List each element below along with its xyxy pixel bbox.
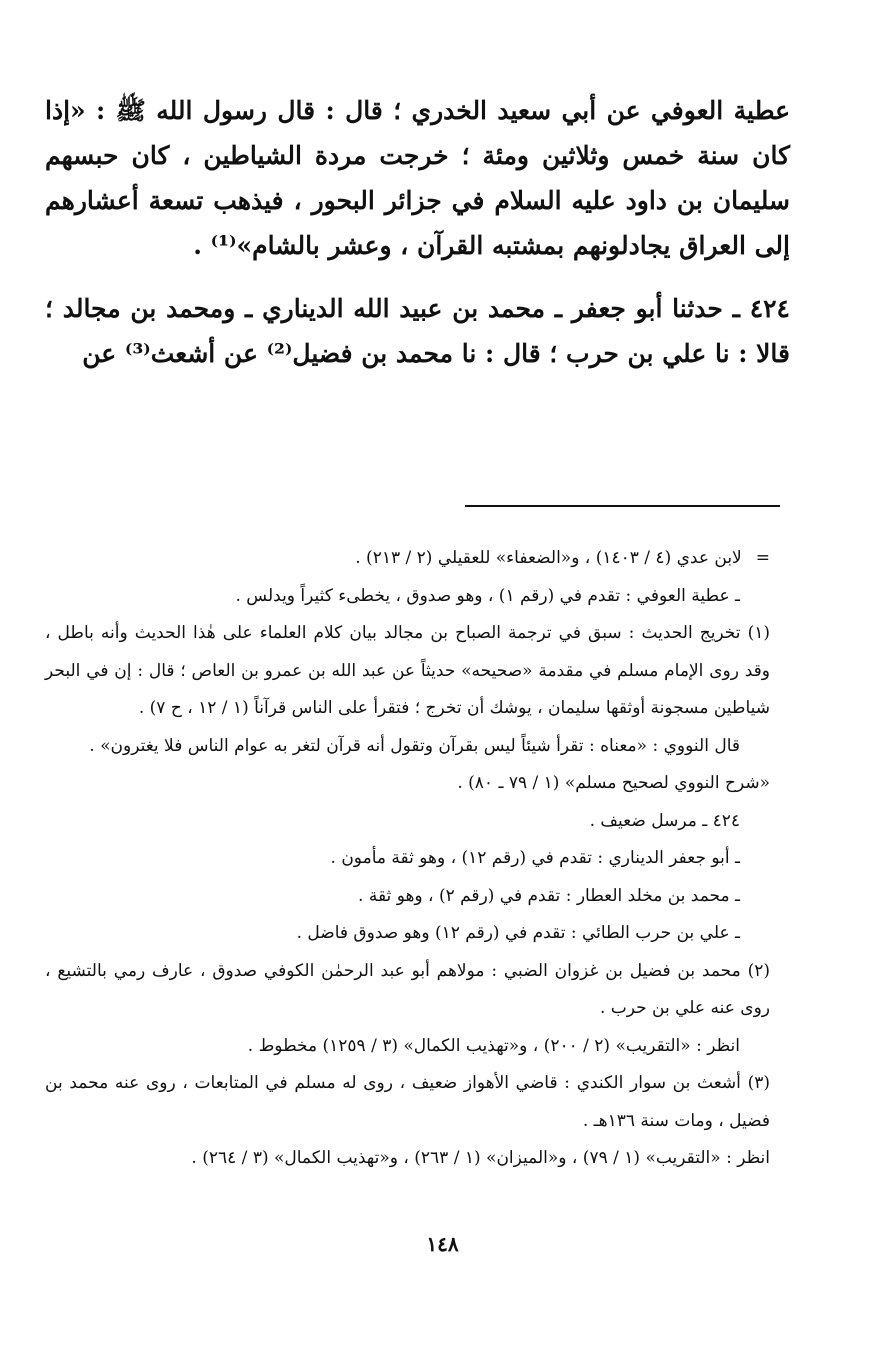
main-text [45,88,790,376]
footnote-continued-line [45,540,790,578]
hadith-424-grade: ٤٢٤ ـ مرسل ضعيف . [589,810,740,831]
hadith-424: ٤٢٤ ـ حدثنا أبو جعفر ـ محمد بن عبيد الله الديناري ـ ومحمد بن مجالد ؛ قالا : نا علي بن حرب ؛ قال : نا محمد بن فضيل⁽²⁾ عن أشعث⁽³⁾ عن [45,294,790,368]
footnote-1: (١) تخريج الحديث : سبق في ترجمة الصباح بن مجالد بيان كلام العلماء على هٰذا الحديث وأنه باطل ، وقد روى الإمام مسلم في مقدمة «صحيحه» حديثاً عن عبد الله بن عمرو بن العاص ؛ قال : إن في البحر شياطين مسجونة أوثقها سليمان ، يوشك أن تخرج ؛ فتقرأ على الناس قرآناً (١ / ١٢ ، ح ٧) . [45,623,770,718]
narrator-note: ـ عطية العوفي : تقدم في (رقم ١) ، وهو صدوق ، يخطىء كثيراً ويدلس . [235,585,740,606]
hadith-text-continuation: عطية العوفي عن أبي سعيد الخدري ؛ قال : قال رسول الله ﷺ : «إذا كان سنة خمس وثلاثين ومئة ؛ خرجت مردة الشياطين ، كان حبسهم سليمان بن داود عليه السلام في جزائر البحور ، فيذهب تسعة أعشارهم إلى العراق يجادلونهم بمشتبه القرآن ، وعشر بالشام»⁽¹⁾ . [45,96,790,260]
footnotes [45,540,790,1178]
narrator-note: ـ أبو جعفر الديناري : تقدم في (رقم ١٢) ، وهو ثقة مأمون . [330,848,740,868]
book-page [45,88,790,1168]
continuation-mark: = [755,548,770,568]
narrator-note: ـ علي بن حرب الطائي : تقدم في (رقم ١٢) وهو صدوق فاضل . [296,923,740,943]
footnote-divider [465,505,780,507]
page-number: ١٤٨ [426,1232,459,1256]
narrator-note: ـ محمد بن مخلد العطار : تقدم في (رقم ٢) ، وهو ثقة . [358,885,740,906]
footnote-3-reference: انظر : «التقريب» (١ / ٧٩) ، و«الميزان» (١ / ٢٦٣) ، و«تهذيب الكمال» (٣ / ٢٦٤) . [191,1148,770,1168]
footnote-2-reference: انظر : «التقريب» (٢ / ٢٠٠) ، و«تهذيب الكمال» (٣ / ١٢٥٩) مخطوط . [247,1035,740,1056]
footnote-3: (٣) أشعث بن سوار الكندي : قاضي الأهواز ضعيف ، روى له مسلم في المتابعات ، روى عنه محمد بن فضيل ، ومات سنة ١٣٦هـ . [45,1073,770,1131]
footnote-text: لابن عدي (٤ / ١٤٠٣) ، و«الضعفاء» للعقيلي (٢ / ٢١٣) . [355,548,742,568]
footnote-2: (٢) محمد بن فضيل بن غزوان الضبي : مولاهم أبو عبد الرحمٰن الكوفي صدوق ، عارف رمي بالتشيع ، روى عنه علي بن حرب . [45,960,770,1018]
footnote-1-nawawi: قال النووي : «معناه : تقرأ شيئاً ليس بقرآن وتقول أنه قرآن لتغر به عوام الناس فلا يغترون» . [89,735,740,756]
footnote-1-source: «شرح النووي لصحيح مسلم» (١ / ٧٩ ـ ٨٠) . [457,773,770,793]
